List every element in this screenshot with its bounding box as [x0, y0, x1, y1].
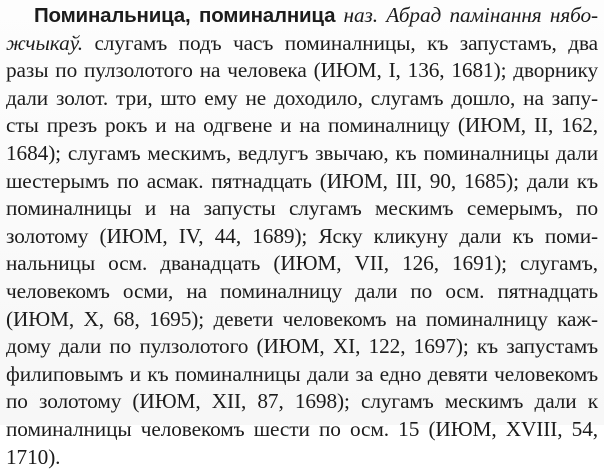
citation-line-final: 1710).: [6, 444, 598, 471]
citation-line: 1684); слугамъ мескимъ, ведлугъ звычаю, къ поминалницы дали: [6, 140, 598, 168]
citation-line: поминалницы и на запусты слугамъ мескимъ семерымъ, по: [6, 195, 598, 223]
citation-line: дому дали по пулзолотого (ИЮМ, XI, 122, 1697); къ запустамъ: [6, 333, 598, 361]
citation-line: нальницы осм. дванадцать (ИЮМ, VII, 126, 1691); слугамъ,: [6, 250, 598, 278]
headword: Поминальница, поминалница: [34, 4, 335, 27]
citation-line: по золотому (ИЮМ, XII, 87, 1698); слугамъ мескимъ дали к: [6, 388, 598, 416]
gloss-tail: жчыкаў.: [6, 31, 83, 55]
citation-line: филиповымъ и къ поминалницы дали за едно девяти человекомъ: [6, 361, 598, 389]
citation-line: человекомъ осми, на поминалницу дали по осм. пятнадцать: [6, 278, 598, 306]
citation-line: золотому (ИЮМ, IV, 44, 1689); Яску кликуну дали къ поми-: [6, 223, 598, 251]
entry-line-2: [6, 30, 598, 58]
gloss-lead: наз. Абрад памінання нябо-: [344, 3, 598, 27]
citation-line: шестерымъ по асмак. пятнадцать (ИЮМ, III, 90, 1685); дали къ: [6, 168, 598, 196]
citation-line: разы по пулзолотого на человека (ИЮМ, I, 136, 1681); дворнику: [6, 57, 598, 85]
citation-text: слугамъ подъ часъ поминалницы, къ запустамъ, два: [83, 31, 598, 55]
citation-line: поминалницы человекомъ шести по осм. 15 (ИЮМ, XVIII, 54,: [6, 416, 598, 444]
citation-line: дали золот. три, што ему не доходило, слугамъ дошло, на запу-: [6, 85, 598, 113]
citation-line: сты презъ рокъ и на одгвене и на поминалницу (ИЮМ, II, 162,: [6, 112, 598, 140]
citation-line: (ИЮМ, X, 68, 1695); девети человекомъ на поминалницу каж-: [6, 306, 598, 334]
dictionary-entry: [6, 2, 598, 471]
entry-line-1: [6, 2, 598, 30]
